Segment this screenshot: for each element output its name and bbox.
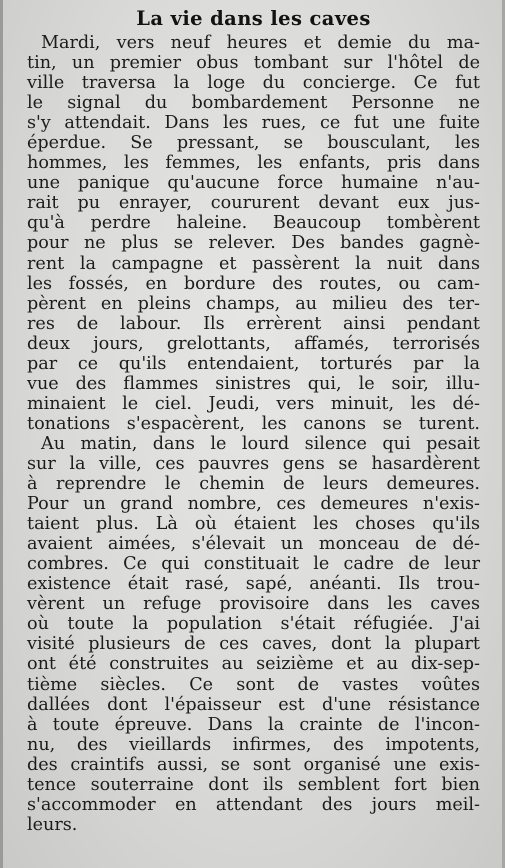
text-line: s'accommoder en attendant des jours meil- [27, 794, 480, 815]
text-line: hommes, les femmes, les enfants, pris dans [27, 153, 480, 174]
text-line: tième siècles. Ce sont de vastes voûtes [27, 674, 480, 695]
text-line: avaient aimées, s'élevait un monceau de dé- [27, 534, 480, 555]
text-line: sur la ville, ces pauvres gens se hasardèrent [27, 453, 480, 474]
text-line: éperdue. Se pressant, se bousculant, les [27, 133, 480, 154]
text-line: qu'à perdre haleine. Beaucoup tombèrent [27, 213, 480, 234]
article-headline: La vie dans les caves [136, 7, 371, 30]
text-line: ville traversa la loge du concierge. Ce fut [27, 73, 480, 94]
text-line: visité plusieurs de ces caves, dont la plupart [27, 634, 480, 655]
text-line: tence souterraine dont ils semblent fort bien [27, 774, 480, 795]
text-line: pèrent en pleins champs, au milieu des ter- [27, 293, 480, 314]
text-line: par ce qu'ils entendaient, torturés par la [27, 353, 480, 374]
text-line: vèrent un refuge provisoire dans les caves [27, 594, 480, 615]
text-line: ont été construites au seizième et au dix-sep- [27, 654, 480, 675]
text-line: rent la campagne et passèrent la nuit dans [27, 253, 480, 274]
text-line: s'y attendait. Dans les rues, ce fut une fuite [27, 113, 480, 134]
text-line: taient plus. Là où étaient les choses qu'ils [27, 514, 480, 535]
text-line: Mardi, vers neuf heures et demie du ma- [41, 33, 480, 53]
text-line: à reprendre le chemin de leurs demeures. [27, 474, 480, 495]
article-paragraph-2 [27, 434, 480, 835]
text-line: le signal du bombardement Personne ne [27, 93, 480, 114]
text-line: des craintifs aussi, se sont organisé une exis- [27, 754, 480, 775]
text-line: Pour un grand nombre, ces demeures n'exis- [27, 494, 480, 515]
text-line: une panique qu'aucune force humaine n'au- [27, 173, 480, 194]
text-line: deux jours, grelottants, affamés, terrorisés [27, 333, 480, 354]
article-paragraph-1 [27, 33, 480, 434]
text-line: leurs. [27, 814, 78, 835]
text-line: tin, un premier obus tombant sur l'hôtel de [27, 53, 480, 74]
text-line: Au matin, dans le lourd silence qui pesait [41, 433, 480, 454]
text-line: combres. Ce qui constituait le cadre de leur [27, 554, 480, 575]
text-line: minaient le ciel. Jeudi, vers minuit, les dé- [27, 393, 480, 414]
text-line: pour ne plus se relever. Des bandes gagnè- [27, 233, 480, 254]
text-line: existence était rasé, sapé, anéanti. Ils trou- [27, 574, 480, 595]
text-line: les fossés, en bordure des routes, ou cam- [27, 273, 480, 294]
text-line: dallées dont l'épaisseur est d'une résistance [27, 694, 480, 715]
text-line: à toute épreuve. Dans la crainte de l'incon- [27, 714, 480, 735]
text-line: res de labour. Ils errèrent ainsi pendant [27, 313, 480, 334]
text-line: rait pu enrayer, coururent devant eux jus- [27, 193, 480, 214]
text-line: tonations s'espacèrent, les canons se turent. [27, 413, 480, 434]
text-line: où toute la population s'était réfugiée. J'ai [27, 614, 480, 635]
text-line: vue des flammes sinistres qui, le soir, illu- [27, 373, 480, 394]
text-line: nu, des vieillards infirmes, des impotents, [27, 734, 480, 755]
